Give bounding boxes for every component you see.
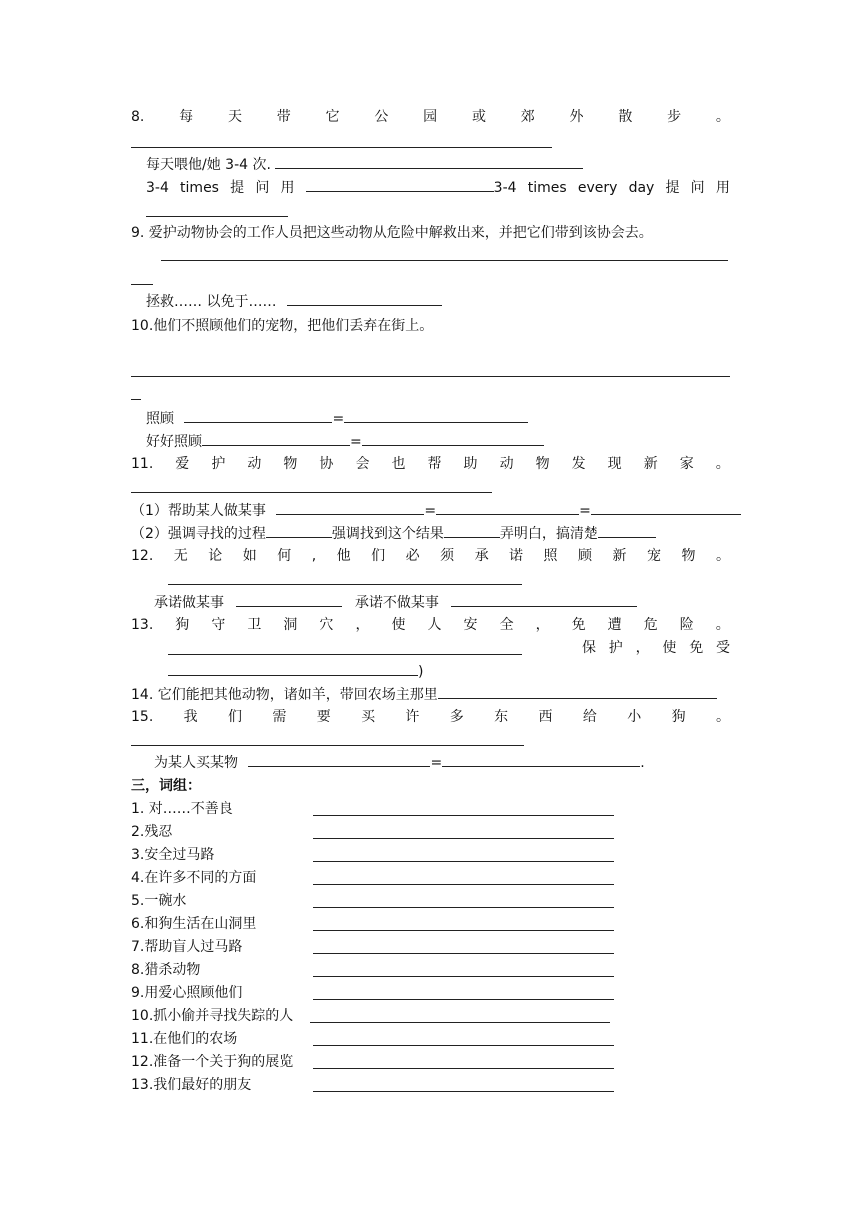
q13-char: ，: [355, 617, 370, 633]
q8-hint2-word: 3-4: [146, 180, 169, 196]
q13-char: 洞: [283, 617, 298, 633]
phrase-label: 2.残忍: [131, 824, 173, 840]
q10-hint1-blank-b[interactable]: [344, 409, 528, 423]
q11-char: 物: [283, 456, 298, 472]
q8-char: 郊: [520, 109, 535, 125]
q11-sub2-text-a: （2）强调寻找的过程: [131, 526, 266, 542]
q11-sub1: [131, 501, 741, 520]
phrase-label: 3.安全过马路: [131, 847, 215, 863]
phrase-label: 10.抓小偷并寻找失踪的人: [131, 1008, 294, 1024]
q13-number: 13.: [131, 617, 154, 633]
q13-char: 遭: [607, 617, 622, 633]
q13-hint-char: 受: [715, 640, 730, 656]
q11-sub2-blank-a[interactable]: [266, 524, 332, 538]
q8-char: 公: [374, 109, 389, 125]
q13-char: 安: [463, 617, 478, 633]
q11-sub2: [131, 524, 656, 543]
q13-char: 卫: [247, 617, 262, 633]
q10-hint2-text: 好好照顾: [146, 434, 202, 450]
phrase-answer-line[interactable]: [313, 1068, 614, 1069]
q15-hint: [154, 753, 645, 772]
q11-char: 帮: [427, 456, 442, 472]
q11-char: 新: [643, 456, 658, 472]
q9-answer-line[interactable]: [161, 260, 728, 261]
q8-hint2-word: 用: [715, 180, 730, 196]
q13-hint-char: ，: [635, 640, 650, 656]
q8-hint2-word: times: [527, 180, 567, 196]
q11-char: 物: [535, 456, 550, 472]
q8-hint1-text: 每天喂他/她 3-4 次.: [146, 157, 271, 173]
q9-question: 9. 爱护动物协会的工作人员把这些动物从危险中解救出来，并把它们带到该协会去。: [131, 225, 653, 241]
q15-char: 西: [538, 709, 553, 725]
q10-answer-line[interactable]: [131, 376, 730, 377]
q11-char: 协: [319, 456, 334, 472]
q12-number: 12.: [131, 548, 154, 564]
phrase-label: 1. 对……不善良: [131, 801, 233, 817]
q8-hint2-word: 问: [255, 180, 270, 196]
q13-hint-cont: [168, 662, 423, 681]
q15-char: 许: [405, 709, 420, 725]
equals-sign: =: [350, 434, 362, 450]
q13-hint-char: 免: [689, 640, 704, 656]
q8-hint2-word: times: [180, 180, 219, 196]
q11-answer-line[interactable]: [131, 492, 492, 493]
q15-char: 狗: [671, 709, 686, 725]
q10-answer-line-cont[interactable]: [131, 399, 141, 400]
q8-hint2: [146, 178, 730, 197]
q8-hint2-mid: [306, 178, 517, 197]
phrase-answer-line[interactable]: [313, 930, 614, 931]
phrase-label: 5.一碗水: [131, 893, 187, 909]
equals-sign: =: [430, 755, 443, 771]
q12-char: 宠: [646, 548, 661, 564]
q12-char: 他: [336, 548, 351, 564]
q8-answer-line[interactable]: [131, 147, 552, 148]
q9-hint-text: 拯救…… 以免于……: [146, 294, 277, 310]
q11-sub2-text-b: 强调找到这个结果: [331, 526, 444, 542]
q13-line: [131, 616, 730, 634]
q8-char: 散: [618, 109, 633, 125]
q9-hint: [146, 292, 442, 311]
q8-char: 外: [569, 109, 584, 125]
q11-sub1-blank-c[interactable]: [591, 501, 741, 515]
phrase-answer-line[interactable]: [313, 838, 614, 839]
q15-line: [131, 708, 730, 726]
phrase-label: 13.我们最好的朋友: [131, 1077, 252, 1093]
q15-hint-text: 为某人买某物: [154, 755, 238, 771]
q15-char: 给: [582, 709, 597, 725]
q15-number: 15.: [131, 709, 154, 725]
q8-hint2-tail-line[interactable]: [146, 216, 288, 217]
q8-char: 。: [715, 109, 730, 125]
q12-char: ,: [311, 548, 317, 564]
q12-char: 诺: [509, 548, 524, 564]
q13-char: 守: [211, 617, 226, 633]
q11-sub1-text: （1）帮助某人做某事: [131, 503, 266, 519]
q15-char: 需: [272, 709, 287, 725]
q12-hint-text-a: 承诺做某事: [154, 595, 224, 611]
phrase-label: 11.在他们的农场: [131, 1031, 238, 1047]
q13-char: 。: [715, 617, 730, 633]
phrase-label: 6.和狗生活在山洞里: [131, 916, 257, 932]
q15-char: 买: [361, 709, 376, 725]
q13-char: 狗: [175, 617, 190, 633]
q9-hint-blank[interactable]: [287, 292, 442, 306]
q13-close-paren: ): [418, 664, 424, 680]
q13-char: 使: [391, 617, 406, 633]
q11-sub2-blank-b[interactable]: [444, 524, 500, 538]
phrase-label: 7.帮助盲人过马路: [131, 939, 243, 955]
q8-number: 8.: [131, 109, 145, 125]
q11-char: 护: [211, 456, 226, 472]
q11-char: 动: [499, 456, 514, 472]
q11-sub2-blank-c[interactable]: [598, 524, 656, 538]
q11-sub2-text-c: 弄明白，搞清楚: [499, 526, 598, 542]
phrase-answer-line[interactable]: [313, 953, 614, 954]
q12-char: 们: [371, 548, 386, 564]
q8-hint2-word: every: [577, 180, 618, 196]
q8-hint2-word: 提: [230, 180, 245, 196]
phrase-answer-line[interactable]: [313, 907, 614, 908]
q8-char: 每: [179, 109, 194, 125]
q11-number: 11.: [131, 456, 154, 472]
phrase-answer-line[interactable]: [313, 1091, 614, 1092]
q11-sub1-blank-b[interactable]: [436, 501, 579, 515]
q15-char: 要: [316, 709, 331, 725]
q13-char: 险: [679, 617, 694, 633]
q13-char: 全: [499, 617, 514, 633]
q10-hint1-text: 照顾: [146, 411, 174, 427]
q15-char: 们: [227, 709, 242, 725]
q12-char: 论: [208, 548, 223, 564]
q11-line: [131, 455, 730, 473]
section3-title: 三，词组：: [131, 778, 201, 794]
q12-line: [131, 547, 730, 565]
q11-char: 家: [679, 456, 694, 472]
q9-answer-line-cont[interactable]: [131, 284, 153, 285]
q12-char: 须: [440, 548, 455, 564]
q8-hint2-word: 3-4: [493, 180, 517, 196]
q11-char: 现: [607, 456, 622, 472]
equals-sign: =: [579, 503, 591, 519]
q13-char: 穴: [319, 617, 334, 633]
q8-hint2-word: 问: [690, 180, 705, 196]
q11-sub1-blank-a[interactable]: [276, 501, 424, 515]
equals-sign: =: [332, 411, 345, 427]
q8-char: 带: [276, 109, 291, 125]
phrase-label: 4.在许多不同的方面: [131, 870, 257, 886]
q12-char: 顾: [578, 548, 593, 564]
q15-hint-blank-b[interactable]: [442, 753, 640, 767]
q8-char: 步: [667, 109, 682, 125]
q15-hint-period: .: [640, 755, 645, 771]
q12-char: 物: [681, 548, 696, 564]
q13-answer-line[interactable]: [168, 654, 522, 655]
q11-char: 爱: [175, 456, 190, 472]
q12-hint: [154, 593, 637, 612]
q11-char: 动: [247, 456, 262, 472]
q14-line: [131, 685, 717, 704]
q12-hint-blank-a[interactable]: [236, 593, 342, 607]
q8-line: [131, 108, 730, 126]
q10-question: 10.他们不照顾他们的宠物，把他们丢弃在街上。: [131, 318, 434, 334]
q12-char: 无: [173, 548, 188, 564]
q10-hint1-blank-a[interactable]: [184, 409, 332, 423]
q8-hint2-blank[interactable]: [306, 178, 494, 192]
q10-hint2-blank-a[interactable]: [202, 432, 350, 446]
q8-hint1: [146, 155, 583, 174]
q12-char: 必: [405, 548, 420, 564]
q15-answer-line[interactable]: [131, 745, 524, 746]
phrase-answer-line[interactable]: [310, 1022, 610, 1023]
q15-hint-blank-a[interactable]: [248, 753, 430, 767]
q13-char: 免: [571, 617, 586, 633]
q13-hint-char: 保: [582, 640, 596, 656]
q10-hint1: [146, 409, 528, 428]
q12-answer-line[interactable]: [168, 584, 522, 585]
equals-sign: =: [424, 503, 437, 519]
q15-char: 东: [494, 709, 509, 725]
phrase-label: 12.准备一个关于狗的展览: [131, 1054, 294, 1070]
phrase-answer-line[interactable]: [313, 976, 614, 977]
phrase-answer-line[interactable]: [313, 815, 614, 816]
q10-hint2: [146, 432, 544, 451]
q13-char: ，: [535, 617, 550, 633]
q13-hint-char: 使: [662, 640, 677, 656]
phrase-label: 8.猎杀动物: [131, 962, 201, 978]
q12-hint-blank-b[interactable]: [451, 593, 637, 607]
q13-hint-char: 护: [608, 640, 623, 656]
q8-hint2-word: 用: [280, 180, 295, 196]
q14-answer-blank[interactable]: [438, 685, 717, 699]
phrase-answer-line[interactable]: [313, 999, 614, 1000]
q8-hint2-word: day: [628, 180, 655, 196]
q15-char: 多: [449, 709, 464, 725]
q15-char: 。: [715, 709, 730, 725]
q12-char: 新: [612, 548, 627, 564]
q11-char: 会: [355, 456, 370, 472]
q8-hint1-blank[interactable]: [275, 155, 583, 169]
q8-hint2-word: 提: [665, 180, 680, 196]
q13-hint: [582, 639, 730, 657]
q12-char: 照: [543, 548, 558, 564]
q8-char: 它: [325, 109, 340, 125]
q13-char: 危: [643, 617, 658, 633]
q11-char: 助: [463, 456, 478, 472]
q12-char: 何: [277, 548, 292, 564]
q11-char: 发: [571, 456, 586, 472]
phrase-label: 9.用爱心照顾他们: [131, 985, 243, 1001]
q10-hint2-blank-b[interactable]: [362, 432, 544, 446]
q8-char: 天: [227, 109, 242, 125]
q15-char: 小: [627, 709, 642, 725]
q11-char: 也: [391, 456, 406, 472]
q8-char: 或: [471, 109, 486, 125]
q12-char: 承: [474, 548, 489, 564]
q12-char: 如: [242, 548, 257, 564]
q15-char: 我: [183, 709, 198, 725]
phrase-answer-line[interactable]: [313, 861, 614, 862]
q12-char: 。: [715, 548, 730, 564]
q13-char: 人: [427, 617, 442, 633]
q11-char: 。: [715, 456, 730, 472]
phrase-answer-line[interactable]: [313, 1045, 614, 1046]
q12-hint-text-b: 承诺不做某事: [354, 595, 439, 611]
q13-hint-blank[interactable]: [168, 662, 418, 676]
q14-question: 14. 它们能把其他动物，诸如羊，带回农场主那里: [131, 687, 438, 703]
phrase-answer-line[interactable]: [313, 884, 614, 885]
q8-char: 园: [423, 109, 438, 125]
